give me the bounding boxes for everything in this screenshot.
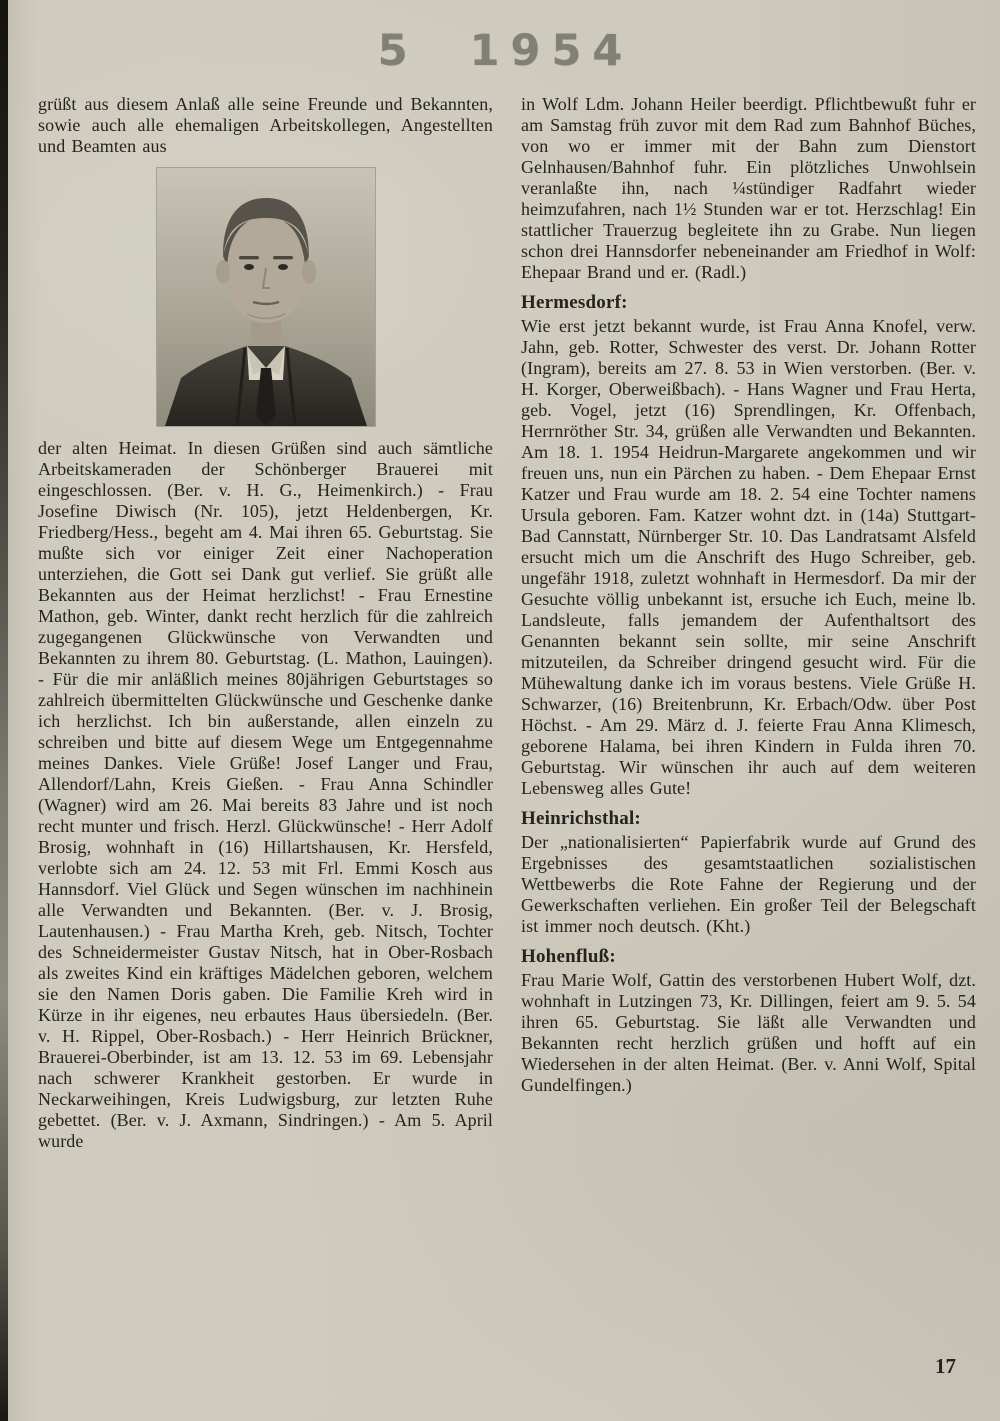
section-text-hohenfluss: Frau Marie Wolf, Gattin des verstorbenen Hubert Wolf, dzt. wohnhaft in Lutzingen 73, Kr. Dillingen, feiert am 9. 5. 54 ihren 65. Geburtstag. Sie läßt alle Verwandten und Bekannten recht herzlich grüßen und hofft auf ein Wiedersehen in der alten Heimat. (Ber. v. Anni Wolf, Spital Gundelfingen.) — [521, 970, 976, 1095]
portrait-photo-image — [157, 168, 375, 426]
section-text-heinrichsthal: Der „nationalisierten“ Papierfabrik wurde auf Grund des Ergebnisses des gesamtstaatlichen sozialistischen Wettbewerbs die Rote Fahne der Regierung und der Gewerkschaften verliehen. Ein großer Teil der Belegschaft ist immer noch deutsch. (Kht.) — [521, 832, 976, 936]
issue-number: 5 — [377, 26, 408, 76]
left-column — [38, 94, 493, 1152]
left-body-paragraph: der alten Heimat. In diesen Grüßen sind auch sämtliche Arbeitskameraden der Schönberger Brauerei mit eingeschlossen. (Ber. v. H. G., Heimenkirch.) - Frau Josefine Diwisch (Nr. 105), jetzt Heldenbergen, Kr. Friedberg/Hess., begeht am 4. Mai ihren 65. Geburtstag. Sie mußte sich vor einiger Zeit einer Nachoperation unterziehen, die Gott sei Dank gut verlief. Sie grüßt alle Bekannten aus der Heimat herzlichst! - Frau Ernestine Mathon, geb. Winter, dankt recht herzlich für die zahlreich zugegangenen Glückwünsche von Verwandten und Bekannten zu ihrem 80. Geburtstag. (L. Mathon, Lauingen). - Für die mir anläßlich meines 80jährigen Geburtstages so zahlreich übermittelten Glückwünsche und Geschenke danke ich herzlichst. Ich bin außerstande, allen einzeln zu schreiben und bitte auf diesem Wege um Entgegennahme meines Dankes. Viele Grüße! Josef Langer und Frau, Allendorf/Lahn, Kreis Gießen. - Frau Anna Schindler (Wagner) wird am 26. Mai bereits 83 Jahre und ist noch recht munter und frisch. Herzl. Glückwünsche! - Herr Adolf Brosig, wohnhaft in (16) Hillartshausen, Kr. Hersfeld, verlobte sich am 24. 12. 53 mit Frl. Emmi Kosch aus Hannsdorf. Viel Glück und Segen wünschen im nachhinein alle Verwandten und Bekannten. (Ber. v. J. Brosig, Lautenhausen.) - Frau Martha Kreh, geb. Nitsch, Tochter des Schneidermeister Gustav Nitsch, hat in Ober-Rosbach als zweites Kind ein kräftiges Mädelchen geboren, welchem sie den Namen Doris gaben. Die Familie Kreh wird in Kürze in ihr eigenes, neu erbautes Haus übersiedeln. (Ber. v. H. Rippel, Ober-Rosbach.) - Herr Heinrich Brückner, Brauerei-Oberbinder, ist am 13. 12. 53 im 69. Lebensjahr nach schwerer Krankheit gestorben. Er wurde in Neckarweihingen, Kreis Ludwigsburg, zur letzten Ruhe gebettet. (Ber. v. J. Axmann, Sindringen.) - Am 5. April wurde — [38, 438, 493, 1151]
page-number: 17 — [935, 1354, 956, 1378]
two-column-body — [38, 94, 976, 1152]
section-heading-hermesdorf: Hermesdorf: — [521, 292, 628, 313]
right-continuation-paragraph: in Wolf Ldm. Johann Heiler beerdigt. Pflichtbewußt fuhr er am Samstag früh zuvor mit dem Rad zum Bahnhof Büches, von wo er immer mit der Bahn zum Dienstort Gelnhausen/Bahnhof fuhr. Ein plötzliches Unwohlsein veranlaßte ihn, nach ¼stündiger Radfahrt wieder heimzufahren, nach 1½ Stunden war er tot. Herzschlag! Ein stattlicher Trauerzug begleitete ihn zu Grabe. Nun liegen schon drei Hannsdorfer nebeneinander am Friedhof in Wolf: Ehepaar Brand und er. (Radl.) — [521, 94, 976, 282]
portrait-photo — [157, 168, 375, 426]
section-heading-hohenfluss: Hohenfluß: — [521, 946, 616, 967]
right-column — [521, 94, 976, 1152]
left-intro-paragraph: grüßt aus diesem Anlaß alle seine Freunde und Bekannten, sowie auch alle ehemaligen Arbeitskollegen, Angestellten und Beamten aus — [38, 94, 493, 156]
scan-edge-shadow — [0, 0, 8, 1421]
section-heading-heinrichsthal: Heinrichsthal: — [521, 808, 641, 829]
issue-year: 1954 — [469, 26, 634, 76]
section-text-hermesdorf: Wie erst jetzt bekannt wurde, ist Frau Anna Knofel, verw. Jahn, geb. Rotter, Schwester des verst. Dr. Johann Rotter (Ingram), bereits am 27. 8. 53 in Wien verstorben. (Ber. v. H. Korger, Oberweißbach). - Hans Wagner und Frau Herta, geb. Vogel, jetzt (16) Sprendlingen, Kr. Offenbach, Herrnröther Str. 34, grüßen alle Verwandten und Bekannten. Am 18. 1. 1954 Heidrun-Margarete angekommen und wir freuen uns, nun ein Pärchen zu haben. - Dem Ehepaar Ernst Katzer und Frau wurde am 18. 2. 54 eine Tochter namens Ursula geboren. Fam. Katzer wohnt dzt. in (14a) Stuttgart-Bad Cannstatt, Nürnberger Str. 10. Das Landratsamt Alsfeld ersucht mich um die Anschrift des Hugo Schreiber, geb. ungefähr 1918, zuletzt wohnhaft in Hermesdorf. Da mir der Gesuchte völlig unbekannt ist, ersuche ich Euch, meine lb. Landsleute, falls jemandem der Aufenthaltsort des Genannten bekannt sein sollte, mir seine Anschrift mitzuteilen, da Schreiber dringend gesucht wird. Für die Mühewaltung danke ich im voraus bestens. Viele Grüße H. Schwarzer, (16) Breitenbrunn, Kr. Erbach/Odw. über Post Höchst. - Am 29. März d. J. feierte Frau Anna Klimesch, geborene Halama, bei ihren Kindern in Fulda ihren 70. Geburtstag. Wir wünschen ihr auch auf dem weiteren Lebensweg alles Gute! — [521, 316, 976, 798]
page-header — [0, 26, 1000, 76]
